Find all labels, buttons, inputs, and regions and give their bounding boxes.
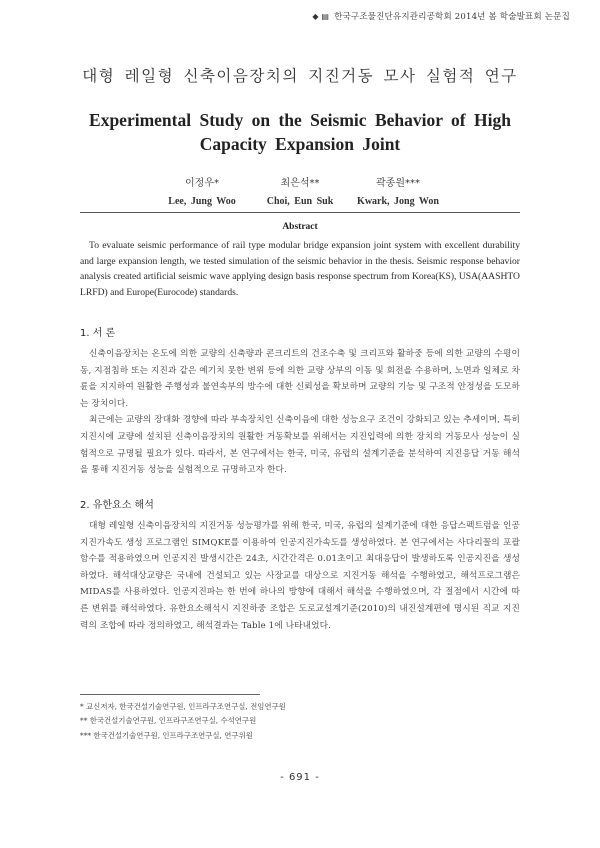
abstract-divider (80, 212, 520, 213)
footnotes (80, 700, 520, 743)
footnote-divider (80, 694, 260, 695)
section-2-heading: 2. 유한요소 해석 (80, 500, 154, 511)
author-3 (328, 176, 468, 207)
korean-title: 대형 레일형 신축이음장치의 지진거동 모사 실험적 연구 (82, 67, 518, 85)
english-title: Experimental Study on the Seismic Behavior of High Capacity Expansion Joint (89, 110, 511, 154)
running-header (312, 10, 570, 22)
section-1-paragraph-1: 신축이음장치는 온도에 의한 교량의 신축량과 콘크리트의 건조수축 및 크리프와 활하중 등에 의한 교량의 수평이동, 지점침하 또는 지진과 같은 예기치 못한 변위 등에 의한 교량 상부의 이동 및 회전을 수용하며, 노면과 일체로 차륜을 지지하여 원활한 주행성과 불연속부의 방수에 대한 신뢰성을 확보하며 교량의 기능 및 구조적 안정성을 도모하는 장치이다. (80, 349, 520, 409)
abstract-text (80, 238, 520, 300)
author-2-english-name: Choi, Eun Suk (266, 196, 334, 207)
abstract-heading: Abstract (282, 222, 318, 232)
section-1-body (80, 346, 520, 479)
section-1-heading: 1. 서 론 (80, 328, 116, 339)
section-2-paragraph-1: 대형 레일형 신축이음장치의 지진거동 성능평가를 위해 한국, 미국, 유럽의 설계기준에 대한 응답스펙트럼을 인공지진가속도 생성 프로그램인 SIMQKE를 이용하여 인공지진가속도를 생성하였다. 본 연구에서는 사다리꼴의 포괄함수를 적용하였으며 인공지진 발생시간은 24초, 시간간격은 0.01초이고 최대응답이 발생하도록 인공지진을 생성하였다. 해석대상교량은 국내에 건설되고 있는 사장교를 대상으로 지진거동 해석을 수행하였고, 해석프로그램은 MIDAS를 사용하였다. 인공지진파는 한 번에 하나의 방향에 대해서 해석을 수행하였으며, 각 절점에서 시간에 따른 변위를 해석하였다. 유한요소해석시 지진하중 조합은 도로교설계기준(2010)의 내진설계편에 명시된 직교 지진력의 조합에 따라 정의하였고, 해석결과는 Table 1에 나타내었다. (80, 521, 520, 631)
page-number: - 691 - (280, 772, 320, 783)
section-1-paragraph-2: 최근에는 교량의 장대화 경향에 따라 부속장치인 신축이음에 대한 성능요구 조건이 강화되고 있는 추세이며, 특히 지진시에 교량에 설치된 신축이음장치의 원활한 거동확보를 위해서는 지진입력에 의한 장치의 거동모사 성능이 실험적으로 규명될 필요가 있다. 따라서, 본 연구에서는 한국, 미국, 유럽의 설계기준을 분석하여 지진응답 거동 해석을 통해 지진거동 성능을 실험적으로 규명하고자 한다. (80, 415, 520, 476)
abstract-text-content: To evaluate seismic performance of rail type modular bridge expansion joint system with excellent durability and large expansion length, we tested simulation of the seismic behavior in the thesis. Seismic response behavior analysis created artificial seismic wave applying design basis response spectrum from Korea(KS), USA(AASHTO LRFD) and Europe(Eurocode) standards. (80, 240, 520, 298)
author-3-english-name: Kwark, Jong Won (357, 196, 439, 207)
header-text: 한국구조물진단유지관리공학회 2014년 봄 학술발표회 논문집 (334, 12, 570, 22)
author-1-english-name: Lee, Jung Woo (168, 196, 236, 207)
footnote-1: * 교신저자, 한국건설기술연구원, 인프라구조연구실, 전임연구원 (80, 702, 286, 711)
author-2-korean-name: 최은석** (280, 178, 320, 189)
footnote-2: ** 한국건설기술연구원, 인프라구조연구실, 수석연구원 (80, 716, 257, 726)
author-3-korean-name: 곽종원*** (376, 178, 420, 189)
footnote-3: *** 한국건설기술연구원, 인프라구조연구실, 연구위원 (80, 730, 253, 740)
author-1-korean-name: 이정우* (185, 178, 219, 189)
header-mark-icon: ◆ ▤ (312, 12, 330, 21)
section-2-body (80, 518, 520, 634)
